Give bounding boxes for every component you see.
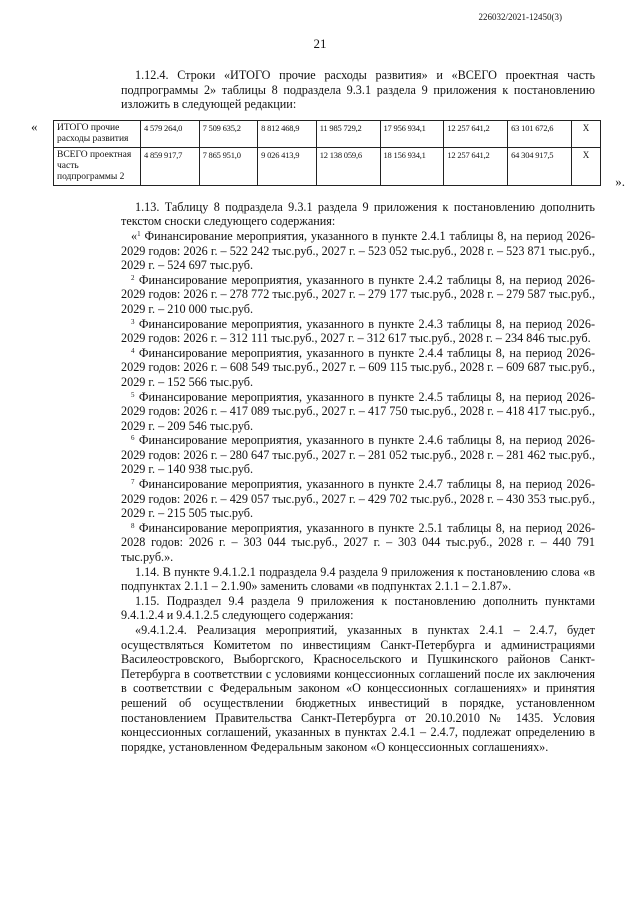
footnote-item	[121, 273, 595, 317]
footnote-text: Финансирование мероприятия, указанного в пункте 2.4.1 таблицы 8, на период 2026-2029 годов: 2026 г. – 522 242 тыс.руб., 2027 г. – 523 052 тыс.руб., 2028 г. – 523 871 тыс.руб., 2029 г. – 524 697 тыс.руб.	[121, 228, 595, 273]
table-cell: 7 865 951,0	[199, 147, 258, 185]
footnote-number: 4	[131, 346, 135, 355]
footnote-number: 3	[131, 317, 135, 326]
footnote-text: Финансирование мероприятия, указанного в пункте 2.4.4 таблицы 8, на период 2026-2029 годов: 2026 г. – 608 549 тыс.руб., 2027 г. – 609 115 тыс.руб., 2028 г. – 609 687 тыс.руб., 2029 г. – 152 566 тыс.руб.	[121, 345, 595, 389]
table-cell: 12 257 641,2	[444, 147, 508, 185]
table-cell: 63 101 672,6	[508, 120, 572, 147]
footnote-prefix: «	[131, 228, 138, 243]
paragraph-9-4-1-2-4: «9.4.1.2.4. Реализация мероприятий, указанных в пунктах 2.4.1 – 2.4.7, будет осуществляться Комитетом по инвестициям Санкт-Петербурга и администрациями Василеостровского, Выборгского, Красносельского и Пушкинского районов Санкт-Петербурга в соответствии с условиями концессионных соглашений после их заключения в соответствии с Федеральным законом «О концессионных соглашениях» и принятия решений об осуществлении бюджетных инвестиций в порядке, установленном постановлением Правительства Санкт-Петербурга от 20.10.2010 № 1435. Условия концессионных соглашений, указанных в пунктах 2.4.1 – 2.4.7, подлежат определению в порядке, установленном Федеральным законом «О концессионных соглашениях».	[121, 623, 595, 754]
table-row	[54, 147, 601, 185]
table-row	[54, 120, 601, 147]
paragraph-1-15: 1.15. Подраздел 9.4 раздела 9 приложения к постановлению дополнить пунктами 9.4.1.2.4 и 9.4.1.2.5 следующего содержания:	[121, 593, 595, 623]
footnote-item	[121, 477, 595, 521]
table-cell: 4 859 917,7	[141, 147, 200, 185]
footnote-number: 2	[131, 273, 135, 282]
footnote-item	[121, 521, 595, 565]
table-cell: 9 026 413,9	[258, 147, 317, 185]
footnote-text: Финансирование мероприятия, указанного в пункте 2.4.7 таблицы 8, на период 2026-2029 годов: 2026 г. – 429 057 тыс.руб., 2027 г. – 429 702 тыс.руб., 2028 г. – 430 353 тыс.руб., 2029 г. – 215 505 тыс.руб.	[121, 477, 595, 521]
footnote-item	[121, 229, 595, 273]
footnote-number: 1	[137, 229, 141, 238]
amendment-table-wrapper	[31, 118, 625, 190]
table-cell: 7 509 635,2	[199, 120, 258, 147]
footnote-number: 6	[131, 434, 135, 443]
paragraph-1-13: 1.13. Таблицу 8 подраздела 9.3.1 раздела 9 приложения к постановлению дополнить текстом сноски следующего содержания:	[121, 199, 595, 229]
row-label: ВСЕГО проектная часть подпрограммы 2	[54, 147, 141, 185]
table-cell: 4 579 264,0	[141, 120, 200, 147]
paragraph-1-12-4: 1.12.4. Строки «ИТОГО прочие расходы развития» и «ВСЕГО проектная часть подпрограммы 2» таблицы 8 подраздела 9.3.1 раздела 9 приложения к постановлению изложить в следующей редакции:	[121, 68, 595, 112]
table-cell: 17 956 934,1	[380, 120, 444, 147]
footnote-item	[121, 433, 595, 477]
footnote-number: 7	[131, 478, 135, 487]
table-cell: 8 812 468,9	[258, 120, 317, 147]
table-cell: 11 985 729,2	[316, 120, 380, 147]
page-number: 21	[313, 36, 327, 51]
table-cell: 64 304 917,5	[508, 147, 572, 185]
footnote-item	[121, 390, 595, 434]
amendment-table	[53, 120, 601, 186]
table-close-quote: ».	[615, 174, 625, 190]
document-body	[31, 68, 625, 754]
footnote-number: 5	[131, 390, 135, 399]
table-cell: 12 257 641,2	[444, 120, 508, 147]
footnote-text: Финансирование мероприятия, указанного в пункте 2.5.1 таблицы 8, на период 2026-2028 годов: 2026 г. – 303 044 тыс.руб., 2027 г. – 303 044 тыс.руб., 2028 г. – 440 791 тыс.руб.».	[121, 520, 595, 565]
document-id: 226032/2021-12450(3)	[478, 12, 562, 22]
table-cell: 12 138 059,6	[316, 147, 380, 185]
footnote-item	[121, 317, 595, 346]
row-label: ИТОГО прочие расходы развития	[54, 120, 141, 147]
table-cell: X	[572, 120, 601, 147]
table-open-quote: «	[31, 118, 38, 134]
footnote-text: Финансирование мероприятия, указанного в пункте 2.4.6 таблицы 8, на период 2026-2029 годов: 2026 г. – 280 647 тыс.руб., 2027 г. – 281 052 тыс.руб., 2028 г. – 281 462 тыс.руб., 2029 г. – 140 938 тыс.руб.	[121, 433, 595, 477]
paragraph-1-14: 1.14. В пункте 9.4.1.2.1 подраздела 9.4 раздела 9 приложения к постановлению слова «в подпунктах 2.1.1 – 2.1.90» заменить словами «в подпунктах 2.1.1 – 2.1.87».	[121, 564, 595, 594]
footnote-number: 8	[131, 521, 135, 530]
footnote-text: Финансирование мероприятия, указанного в пункте 2.4.3 таблицы 8, на период 2026-2029 годов: 2026 г. – 312 111 тыс.руб., 2027 г. – 312 617 тыс.руб., 2028 г. – 234 846 тыс.руб.	[121, 316, 595, 346]
footnote-text: Финансирование мероприятия, указанного в пункте 2.4.5 таблицы 8, на период 2026-2029 годов: 2026 г. – 417 089 тыс.руб., 2027 г. – 417 750 тыс.руб., 2028 г. – 418 417 тыс.руб., 2029 г. – 209 546 тыс.руб.	[121, 389, 595, 433]
table-cell: 18 156 934,1	[380, 147, 444, 185]
footnote-text: Финансирование мероприятия, указанного в пункте 2.4.2 таблицы 8, на период 2026-2029 годов: 2026 г. – 278 772 тыс.руб., 2027 г. – 279 177 тыс.руб., 2028 г. – 279 587 тыс.руб., 2029 г. – 210 000 тыс.руб.	[121, 272, 595, 316]
footnote-item	[121, 346, 595, 390]
table-cell: X	[572, 147, 601, 185]
